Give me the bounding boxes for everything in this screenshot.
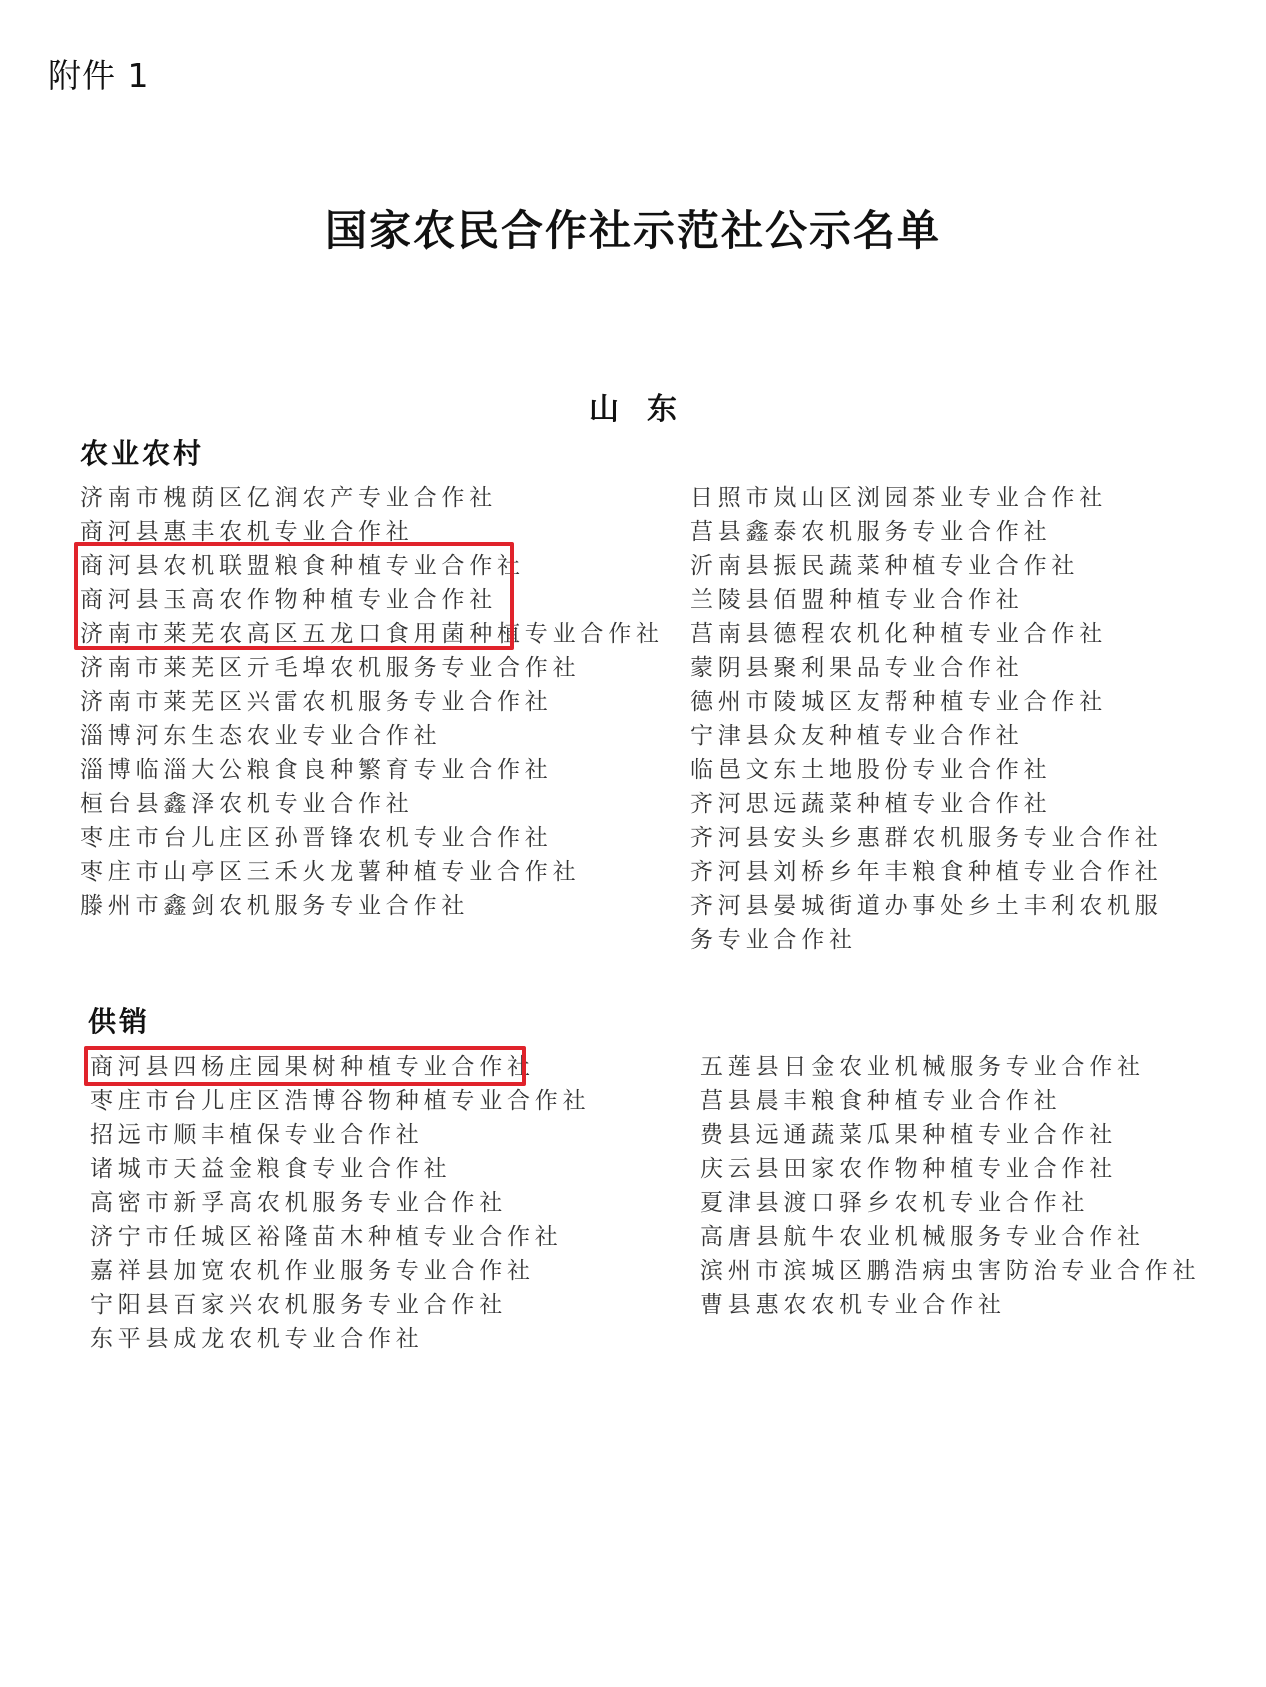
list-item: 济南市莱芜农高区五龙口食用菌种植专业合作社 (80, 621, 664, 647)
list-item: 高密市新孚高农机服务专业合作社 (90, 1190, 507, 1216)
list-item: 临邑文东土地股份专业合作社 (690, 757, 1052, 783)
list-item: 济宁市任城区裕隆苗木种植专业合作社 (90, 1224, 563, 1250)
list-item: 商河县四杨庄园果树种植专业合作社 (90, 1054, 535, 1080)
list-item: 莒县鑫泰农机服务专业合作社 (690, 519, 1052, 545)
supply-left-list (90, 1050, 590, 1356)
list-item: 商河县惠丰农机专业合作社 (80, 519, 414, 545)
list-item: 莒南县德程农机化种植专业合作社 (690, 621, 1107, 647)
list-item: 蒙阴县聚利果品专业合作社 (690, 655, 1024, 681)
list-item: 嘉祥县加宽农机作业服务专业合作社 (90, 1258, 535, 1284)
list-item: 滨州市滨城区鹏浩病虫害防治专业合作社 (700, 1258, 1201, 1284)
agriculture-right-list (690, 481, 1190, 957)
list-item: 商河县玉高农作物种植专业合作社 (80, 587, 497, 613)
list-item: 日照市岚山区浏园茶业专业合作社 (690, 485, 1107, 511)
list-item: 东平县成龙农机专业合作社 (90, 1326, 424, 1352)
section-heading-agriculture: 农业农村 (80, 437, 205, 470)
list-item: 高唐县航牛农业机械服务专业合作社 (700, 1224, 1145, 1250)
list-item: 费县远通蔬菜瓜果种植专业合作社 (700, 1122, 1117, 1148)
list-item: 济南市槐荫区亿润农产专业合作社 (80, 485, 497, 511)
list-item: 淄博临淄大公粮食良种繁育专业合作社 (80, 757, 553, 783)
list-item: 滕州市鑫剑农机服务专业合作社 (80, 893, 470, 919)
list-item: 莒县晨丰粮食种植专业合作社 (700, 1088, 1062, 1114)
attachment-label: 附件 1 (48, 56, 150, 95)
list-item: 沂南县振民蔬菜种植专业合作社 (690, 553, 1080, 579)
list-item: 宁津县众友种植专业合作社 (690, 723, 1024, 749)
list-item: 夏津县渡口驿乡农机专业合作社 (700, 1190, 1090, 1216)
list-item: 枣庄市台儿庄区孙晋锋农机专业合作社 (80, 825, 553, 851)
list-item: 宁阳县百家兴农机服务专业合作社 (90, 1292, 507, 1318)
list-item: 齐河县安头乡惠群农机服务专业合作社 (690, 825, 1163, 851)
highlight-box-agriculture (74, 542, 514, 650)
list-item: 淄博河东生态农业专业合作社 (80, 723, 442, 749)
highlight-box-supply (84, 1046, 526, 1086)
list-item: 德州市陵城区友帮种植专业合作社 (690, 689, 1107, 715)
province-heading: 山东 (589, 392, 705, 427)
supply-right-list (700, 1050, 1200, 1322)
list-item: 兰陵县佰盟种植专业合作社 (690, 587, 1024, 613)
list-item: 桓台县鑫泽农机专业合作社 (80, 791, 414, 817)
list-item: 庆云县田家农作物种植专业合作社 (700, 1156, 1117, 1182)
list-item: 齐河县刘桥乡年丰粮食种植专业合作社 (690, 859, 1163, 885)
list-item: 商河县农机联盟粮食种植专业合作社 (80, 553, 525, 579)
list-item: 诸城市天益金粮食专业合作社 (90, 1156, 452, 1182)
list-item: 曹县惠农农机专业合作社 (700, 1292, 1006, 1318)
list-item: 枣庄市台儿庄区浩博谷物种植专业合作社 (90, 1088, 591, 1114)
list-item: 枣庄市山亭区三禾火龙薯种植专业合作社 (80, 859, 581, 885)
document-title: 国家农民合作社示范社公示名单 (324, 206, 941, 255)
list-item: 招远市顺丰植保专业合作社 (90, 1122, 424, 1148)
list-item: 五莲县日金农业机械服务专业合作社 (700, 1054, 1145, 1080)
section-heading-supply-marketing: 供销 (88, 1005, 151, 1038)
list-item: 济南市莱芜区亓毛埠农机服务专业合作社 (80, 655, 581, 681)
list-item: 济南市莱芜区兴雷农机服务专业合作社 (80, 689, 553, 715)
list-item: 齐河县晏城街道办事处乡土丰利农机服务专业合作社 (690, 893, 1163, 953)
list-item: 齐河思远蔬菜种植专业合作社 (690, 791, 1052, 817)
